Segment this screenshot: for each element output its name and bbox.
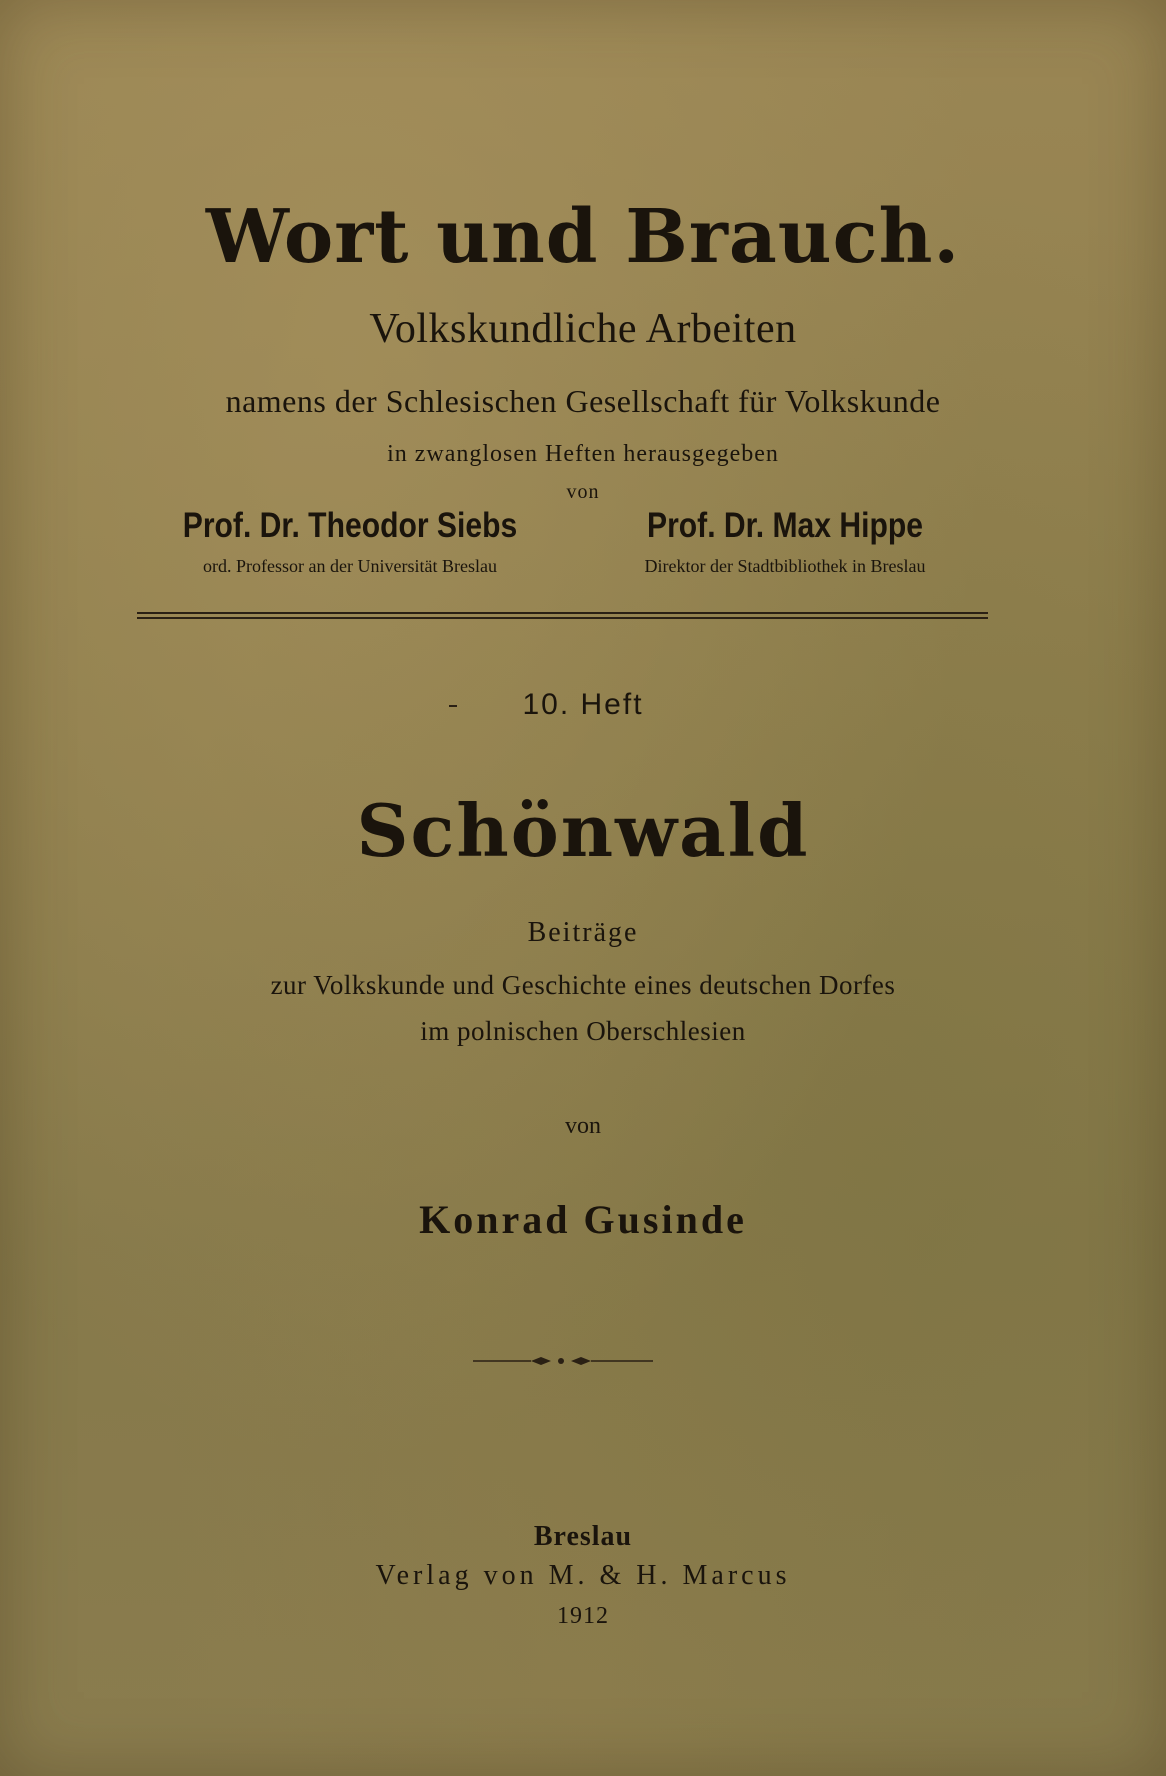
double-rule-divider	[137, 612, 988, 620]
author-von: von	[565, 1113, 601, 1139]
book-subtitle-beitraege: Beiträge	[527, 917, 639, 948]
ornament-divider-icon	[473, 1353, 653, 1369]
editor-role: ord. Professor an der Universität Breslau	[203, 556, 497, 576]
series-subtitle: Volkskundliche Arbeiten	[369, 306, 797, 352]
book-subtitle-line-2: im polnischen Oberschlesien	[420, 1016, 746, 1046]
issued-line: in zwanglosen Heften herausgegeben	[387, 441, 779, 467]
society-line: namens der Schlesischen Gesellschaft für Volkskunde	[225, 383, 941, 419]
imprint-publisher: Verlag von M. & H. Marcus	[375, 1560, 791, 1591]
editor-siebs	[140, 508, 560, 575]
editor-hippe	[580, 508, 990, 575]
editor-name: Prof. Dr. Theodor Siebs	[182, 506, 518, 545]
imprint-city: Breslau	[533, 1521, 633, 1552]
series-title: Wort und Brauch.	[205, 194, 961, 280]
issue-number: 10. Heft	[522, 688, 644, 721]
book-subtitle-line-1: zur Volkskunde und Geschichte eines deutschen Dorfes	[270, 970, 896, 1000]
editor-name: Prof. Dr. Max Hippe	[647, 506, 923, 545]
book-title: Schönwald	[356, 788, 810, 873]
editor-role: Direktor der Stadtbibliothek in Breslau	[644, 556, 926, 576]
imprint-year: 1912	[557, 1603, 609, 1629]
author-name: Konrad Gusinde	[419, 1197, 747, 1242]
editors-von: von	[566, 481, 600, 503]
